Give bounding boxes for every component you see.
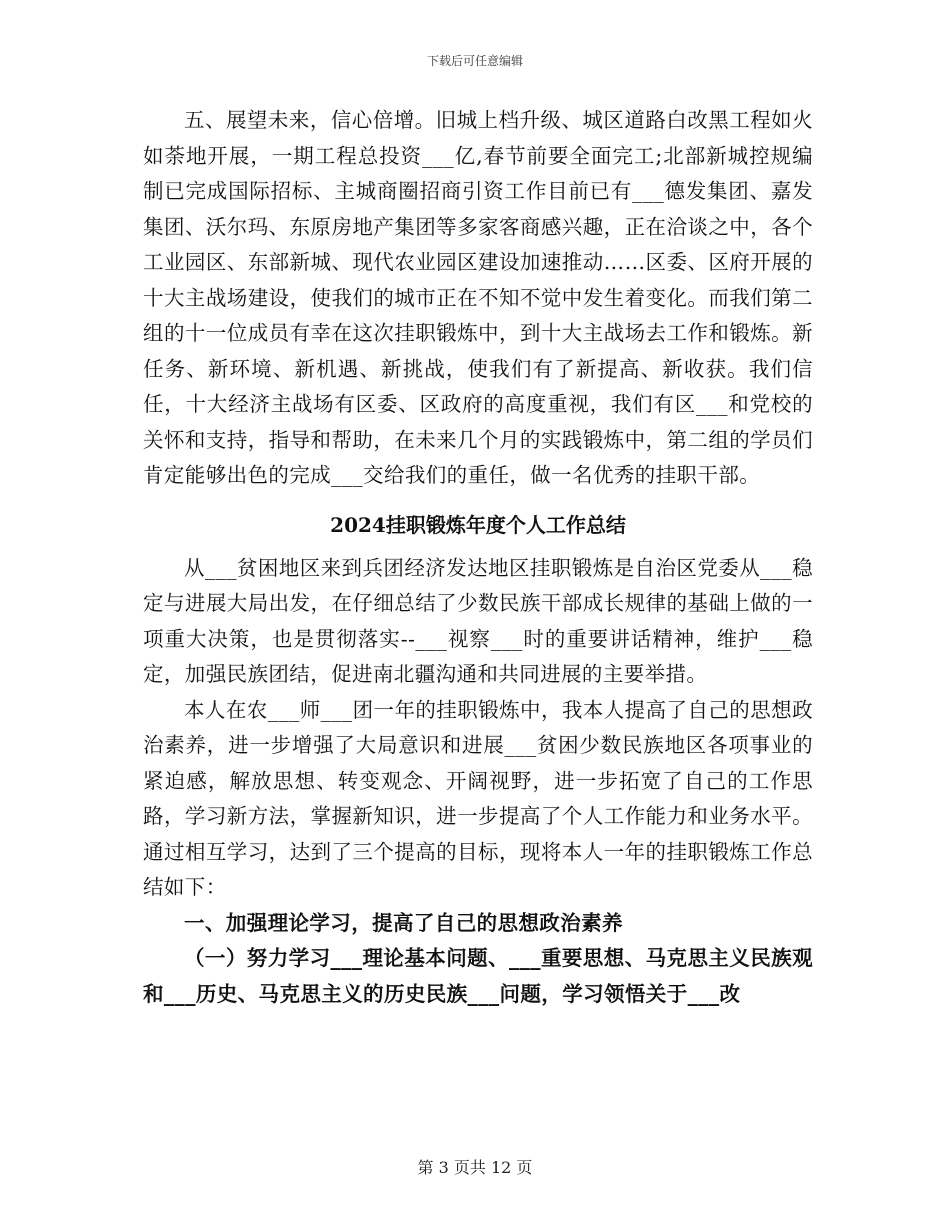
page-header: 下载后可任意编辑 (426, 54, 523, 68)
document-body (143, 103, 813, 1012)
section-title: 2024挂职锻炼年度个人工作总结 (330, 512, 626, 537)
body-paragraph: 从___贫困地区来到兵团经济发达地区挂职锻炼是自治区党委从___稳定与进展大局出发，在仔细总结了少数民族干部成长规律的基础上做的一项重大决策，也是贯彻落实--___视察___时的重要讲话精神，维护___稳定，加强民族团结，促进南北疆沟通和共同进展的主要举措。 (143, 555, 813, 686)
section-heading: 一、加强理论学习，提高了自己的思想政治素养 (184, 910, 623, 935)
subsection-paragraph: （一）努力学习___理论基本问题、___重要思想、马克思主义民族观和___历史、马克思主义的历史民族___问题，学习领悟关于___改 (143, 946, 813, 1006)
page-footer: 第 3 页共 12 页 (417, 1158, 533, 1177)
body-paragraph: 五、展望未来，信心倍增。旧城上档升级、城区道路白改黑工程如火如荼地开展，一期工程总投资___亿,春节前要全面完工;北部新城控规编制已完成国际招标、主城商圈招商引资工作目前已有___德发集团、嘉发集团、沃尔玛、东原房地产集团等多家客商感兴趣，正在洽谈之中，各个工业园区、东部新城、现代农业园区建设加速推动……区委、区府开展的十大主战场建设，使我们的城市正在不知不觉中发生着变化。而我们第二组的十一位成员有幸在这次挂职锻炼中，到十大主战场去工作和锻炼。新任务、新环境、新机遇、新挑战，使我们有了新提高、新收获。我们信任，十大经济主战场有区委、区政府的高度重视，我们有区___和党校的关怀和支持，指导和帮助，在未来几个月的实践锻炼中，第二组的学员们肯定能够出色的完成___交给我们的重任，做一名优秀的挂职干部。 (143, 108, 813, 487)
body-paragraph: 本人在农___师___团一年的挂职锻炼中，我本人提高了自己的思想政治素养，进一步增强了大局意识和进展___贫困少数民族地区各项事业的紧迫感，解放思想、转变观念、开阔视野，进一步拓宽了自己的工作思路，学习新方法，掌握新知识，进一步提高了个人工作能力和业务水平。通过相互学习，达到了三个提高的目标，现将本人一年的挂职锻炼工作总结如下： (143, 697, 813, 899)
